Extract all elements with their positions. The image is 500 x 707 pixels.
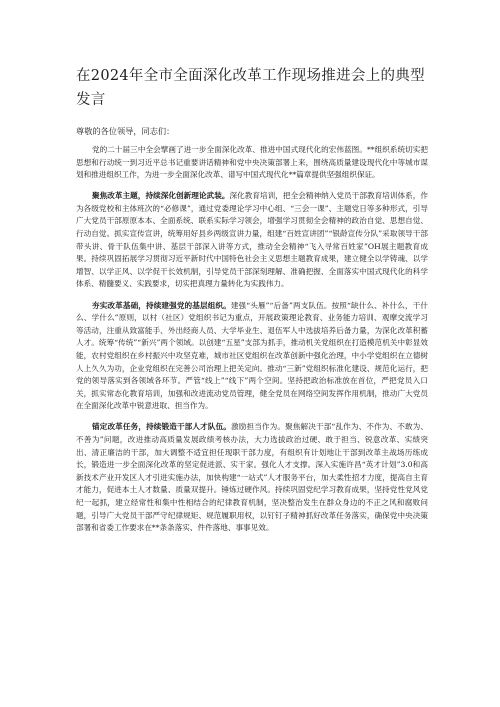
paragraph-text: 党的二十届三中全会擘画了进一步全面深化改革、推进中国式现代化的宏伟蓝图。**组织系统切实把思想和行动统一到习近平总书记重要讲话精神和党中央决策部署上来，围绕高质量建设现代化中等城市谋划和推进组织工作，为进一步全面深化改革、谱写中国式现代化**篇章提供坚强组织保证。 [76,145,428,180]
paragraph-text: 深化教育培训，把全会精神纳入党员干部教育培训体系，作为各级党校和主体班次的“必修课”，通过党委理论学习中心组、“三会一课”、主题党日等多种形式，引导广大党员干部原原本本、全面系统、联系实际学习领会，增强学习贯彻全会精神的政治自觉、思想自觉、行动自觉。抓实宣传宣讲，统筹用好县乡两级宣讲力量，组建“百姓宣讲团”“银龄宣传分队”采取领导干部带头讲、骨干队伍集中讲、基层干部深入讲等方式，推动全会精神“飞入寻常百姓家”OH展主题教育成果。持续巩固拓展学习贯彻习近平新时代中国特色社会主义思想主题教育成果，建立健全以学铸魂、以学增智、以学正风、以学促干长效机制，引导党员干部深刻理解、准确把握、全面落实中国式现代化的科学体系、精髓要义、实践要求，切实把真理力量转化为实践伟力。 [76,191,429,289]
document-title: 在2024年全市全面深化改革工作现场推进会上的典型发言 [76,68,425,108]
paragraph-intro [76,144,428,182]
paragraph-lead: 聚焦改革主题，持续深化创新理论武装。 [92,191,230,201]
paragraph-lead: 锚定改革任务，持续锻造干部人才队伍。 [92,422,232,432]
paragraph-text: 激励担当作为。聚焦解决干部“乱作为、不作为、不敢为、不善为”问题，改进推动高质量发展政绩考核办法，大力选拔政治过硬、敢于担当、锐意改革、实绩突出、清正廉洁的干部，加大调整不适宜担任现职干部力度，有组织有计划地让干部到改革主战场历练成长，锻造进一步全面深化改革的坚定促进派、实干家。强化人才支撑。深入实施许昌“英才计划”3.0和高新技术产业开发区人才引进实施办法，加快构建“一站式”人才服务平台，加大柔性招才力度，提高自主育才能力，促进本土人才数量、质量双提升。锤炼过硬作风。持续巩固党纪学习教育成果，坚持党性党风党纪一起抓，建立经常性和集中性相结合的纪律教育机制，坚决整治发生在群众身边的不正之风和腐败问题，引导广大党员干部严守纪律规矩、规范履职用权，以钉钉子精神抓好改革任务落实，确保党中央决策部署和省委工作要求在**条条落实、件件落地、事事见效。 [76,422,428,533]
paragraph-lead: 夯实改革基础，持续建强党的基层组织。 [92,300,231,310]
greeting: 尊敬的各位领导，同志们： [76,126,175,136]
paragraph-text: 建强“头雁”“后备”两支队伍。按照“缺什么、补什么，干什么、学什么”原则，以村（社区）党组织书记为重点，开展政策理论教育、业务能力培训、观摩交流学习等活动，注重从致富能手、外出经商人员、大学毕业生、退伍军人中选拔培养后备力量，为深化改革积蓄人才。统筹“传统”“新兴”两个领域。以创建“五星”支部为抓手，推动机关党组织在打造模范机关中彰显效能，农村党组织在乡村振兴中攻坚克难，城市社区党组织在改革创新中强化治理，中小学党组织在立德树人上久久为功，企业党组织在完善公司治理上把关定向。推动“三新”党组织标准化建设、规范化运行，把党的领导落实到各领域各环节。严管“线上”“线下”两个空间。坚持把政治标准放在首位，严把党员入口关，抓实常态化教育培训，加强和改进流动党员管理，健全党员在网络空间发挥作用机制，推动广大党员在全面深化改革中锐意进取、担当作为。 [76,300,428,411]
paragraph-theory-armament [76,190,428,291]
paragraph-grassroots-organization [76,300,428,413]
paragraph-cadre-talent [76,421,428,534]
